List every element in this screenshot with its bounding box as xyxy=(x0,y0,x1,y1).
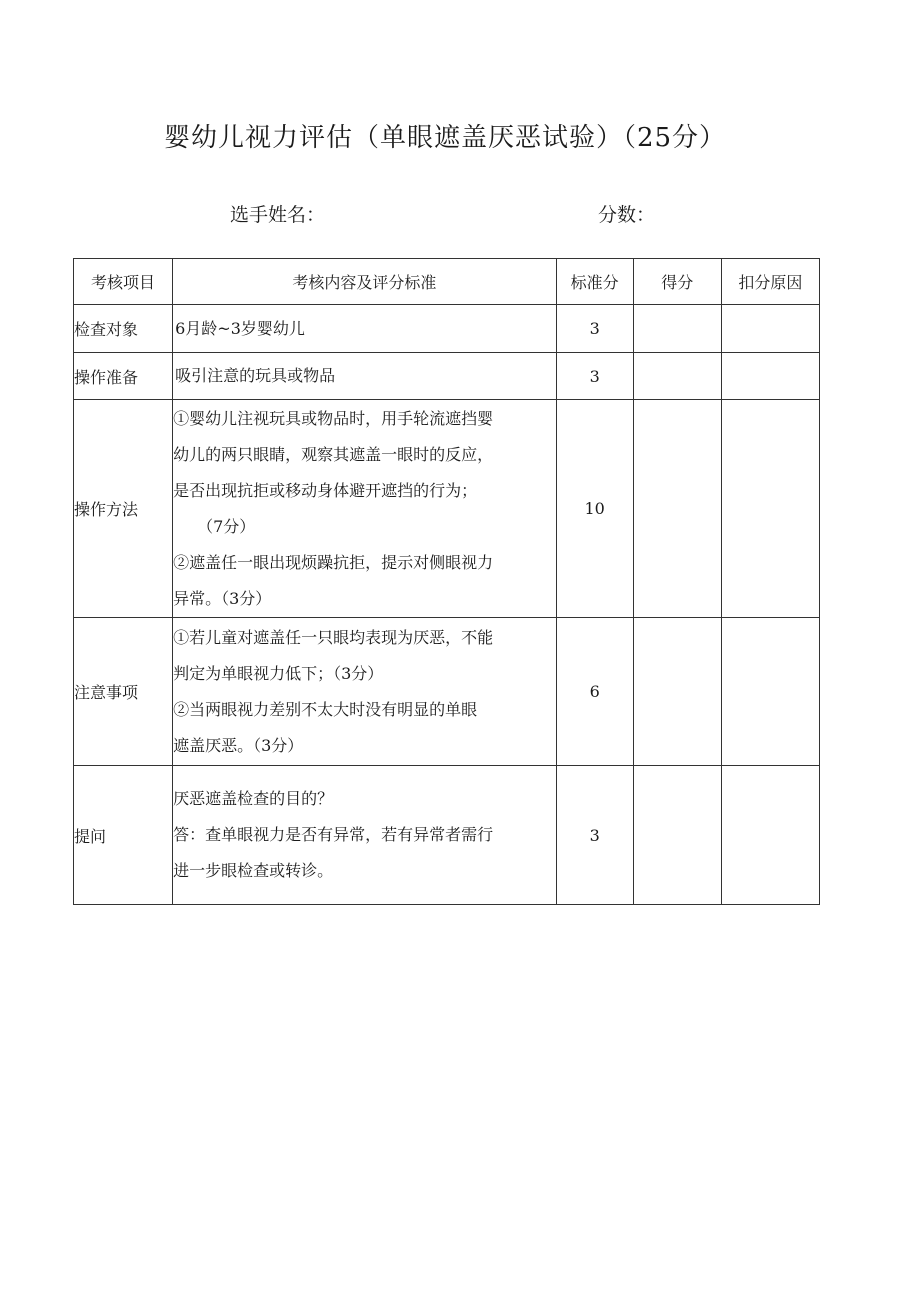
table-row xyxy=(74,400,820,618)
row-standard-score: 3 xyxy=(556,766,633,905)
content-line: 进一步眼检查或转诊。 xyxy=(173,861,334,880)
header-obtained-score: 得分 xyxy=(633,259,721,305)
row-deduction-reason-cell[interactable] xyxy=(721,353,819,400)
content-line: 答：查单眼视力是否有异常，若有异常者需行 xyxy=(173,825,494,844)
table-row xyxy=(74,766,820,905)
row-content xyxy=(173,618,557,766)
row-item-label: 操作方法 xyxy=(74,400,173,618)
row-obtained-score-cell[interactable] xyxy=(633,400,721,618)
row-standard-score: 3 xyxy=(556,353,633,400)
content-line: 6月龄~3岁婴幼儿 xyxy=(175,318,305,338)
table-header-row xyxy=(74,259,820,305)
content-line: （7分） xyxy=(197,516,256,536)
content-line: ②遮盖任一眼出现烦躁抗拒，提示对侧眼视力 xyxy=(173,552,494,572)
header-item: 考核项目 xyxy=(74,259,173,305)
table-row xyxy=(74,618,820,766)
content-line: 吸引注意的玩具或物品 xyxy=(175,366,336,385)
row-content xyxy=(173,400,557,618)
row-item-label: 检查对象 xyxy=(74,305,173,353)
content-line: 遮盖厌恶。（3分） xyxy=(173,735,304,755)
row-deduction-reason-cell[interactable] xyxy=(721,618,819,766)
document-title: 婴幼儿视力评估（单眼遮盖厌恶试验）（25分） xyxy=(163,123,727,153)
row-standard-score: 10 xyxy=(556,400,633,618)
header-deduction-reason: 扣分原因 xyxy=(721,259,819,305)
content-line: ①婴幼儿注视玩具或物品时，用手轮流遮挡婴 xyxy=(173,408,494,428)
row-content xyxy=(173,353,557,400)
row-standard-score: 3 xyxy=(556,305,633,353)
row-obtained-score-cell[interactable] xyxy=(633,353,721,400)
scoring-table xyxy=(73,258,820,905)
content-line: 幼儿的两只眼睛，观察其遮盖一眼时的反应， xyxy=(173,444,494,464)
content-line: ②当两眼视力差别不太大时没有明显的单眼 xyxy=(173,699,478,719)
row-obtained-score-cell[interactable] xyxy=(633,766,721,905)
content-line: 判定为单眼视力低下；（3分） xyxy=(173,663,384,683)
table-row xyxy=(74,305,820,353)
header-content: 考核内容及评分标准 xyxy=(173,259,557,305)
header-standard-score: 标准分 xyxy=(556,259,633,305)
row-obtained-score-cell[interactable] xyxy=(633,618,721,766)
row-obtained-score-cell[interactable] xyxy=(633,305,721,353)
content-line: 异常。（3分） xyxy=(173,588,272,608)
row-item-label: 提问 xyxy=(74,766,173,905)
row-deduction-reason-cell[interactable] xyxy=(721,400,819,618)
row-deduction-reason-cell[interactable] xyxy=(721,766,819,905)
content-line: 是否出现抗拒或移动身体避开遮挡的行为； xyxy=(173,480,478,500)
content-line: 厌恶遮盖检查的目的？ xyxy=(173,789,334,808)
contestant-name-label: 选手姓名： xyxy=(230,204,326,226)
row-deduction-reason-cell[interactable] xyxy=(721,305,819,353)
content-line: ①若儿童对遮盖任一只眼均表现为厌恶，不能 xyxy=(173,627,494,647)
score-label: 分数： xyxy=(598,204,656,226)
row-standard-score: 6 xyxy=(556,618,633,766)
row-content xyxy=(173,305,557,353)
row-item-label: 操作准备 xyxy=(74,353,173,400)
table-row xyxy=(74,353,820,400)
row-content xyxy=(173,766,557,905)
contestant-info-row xyxy=(0,200,920,230)
row-item-label: 注意事项 xyxy=(74,618,173,766)
